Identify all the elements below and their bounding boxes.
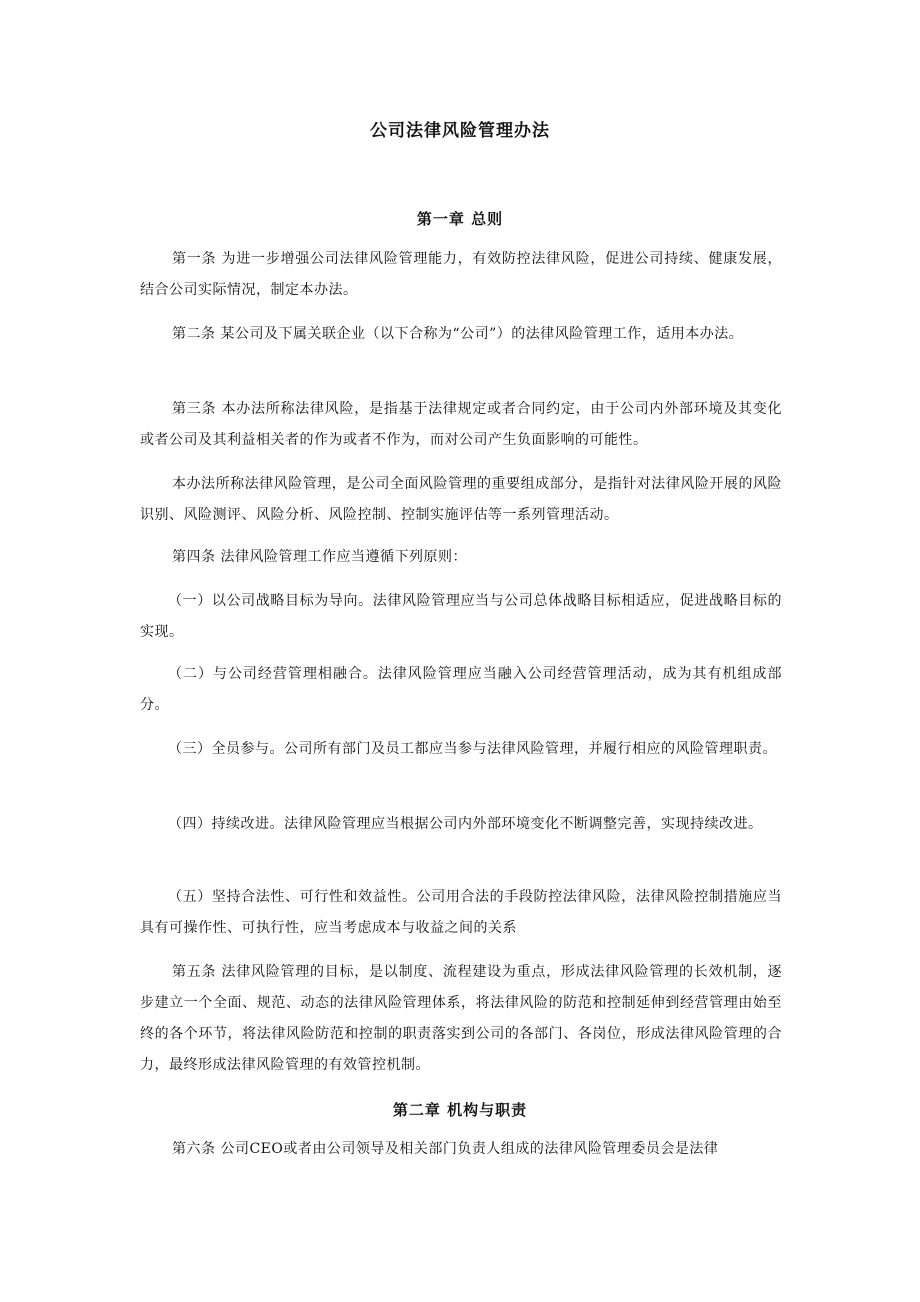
principle-item-4: （四）持续改进。法律风险管理应当根据公司内外部环境变化不断调整完善，实现持续改进。 — [168, 816, 763, 832]
paragraph-article-2: 第二条 某公司及下属关联企业（以下合称为“公司”）的法律风险管理工作，适用本办法。 — [172, 326, 744, 342]
principle-item-3: （三）全员参与。公司所有部门及员工都应当参与法律风险管理，并履行相应的风险管理职责。 — [168, 741, 777, 757]
paragraph-article-1: 第一条 为进一步增强公司法律风险管理能力，有效防控法律风险，促进公司持续、健康发展，结合公司实际情况，制定本办法。 — [140, 251, 782, 298]
document-title: 公司法律风险管理办法 — [370, 121, 550, 141]
paragraph-article-4: 第四条 法律风险管理工作应当遵循下列原则： — [172, 549, 467, 565]
paragraph-article-5: 第五条 法律风险管理的目标，是以制度、流程建设为重点，形成法律风险管理的长效机制，逐步建立一个全面、规范、动态的法律风险管理体系，将法律风险的防范和控制延伸到经营管理由始至终的各个环节，将法律风险防范和控制的职责落实到公司的各部门、各岗位，形成法律风险管理的合力，最终形成法律风险管理的有效管控机制。 — [140, 964, 782, 1073]
principle-item-1: （一）以公司战略目标为导向。法律风险管理应当与公司总体战略目标相适应，促进战略目标的实现。 — [140, 593, 782, 640]
principle-item-2: （二）与公司经营管理相融合。法律风险管理应当融入公司经营管理活动，成为其有机组成部分。 — [140, 666, 782, 713]
paragraph-definition: 本办法所称法律风险管理，是公司全面风险管理的重要组成部分，是指针对法律风险开展的风险识别、风险测评、风险分析、风险控制、控制实施评估等一系列管理活动。 — [140, 476, 782, 523]
paragraph-article-3: 第三条 本办法所称法律风险，是指基于法律规定或者合同约定，由于公司内外部环境及其变化或者公司及其利益相关者的作为或者不作为，而对公司产生负面影响的可能性。 — [140, 401, 782, 448]
chapter-heading-2: 第二章 机构与职责 — [392, 1101, 528, 1119]
principle-item-5: （五）坚持合法性、可行性和效益性。公司用合法的手段防控法律风险，法律风险控制措施应当具有可操作性、可执行性，应当考虑成本与收益之间的关系 — [140, 889, 782, 936]
paragraph-article-6: 第六条 公司CEO或者由公司领导及相关部门负责人组成的法律风险管理委员会是法律 — [172, 1141, 719, 1157]
chapter-heading-1: 第一章 总则 — [416, 210, 504, 228]
